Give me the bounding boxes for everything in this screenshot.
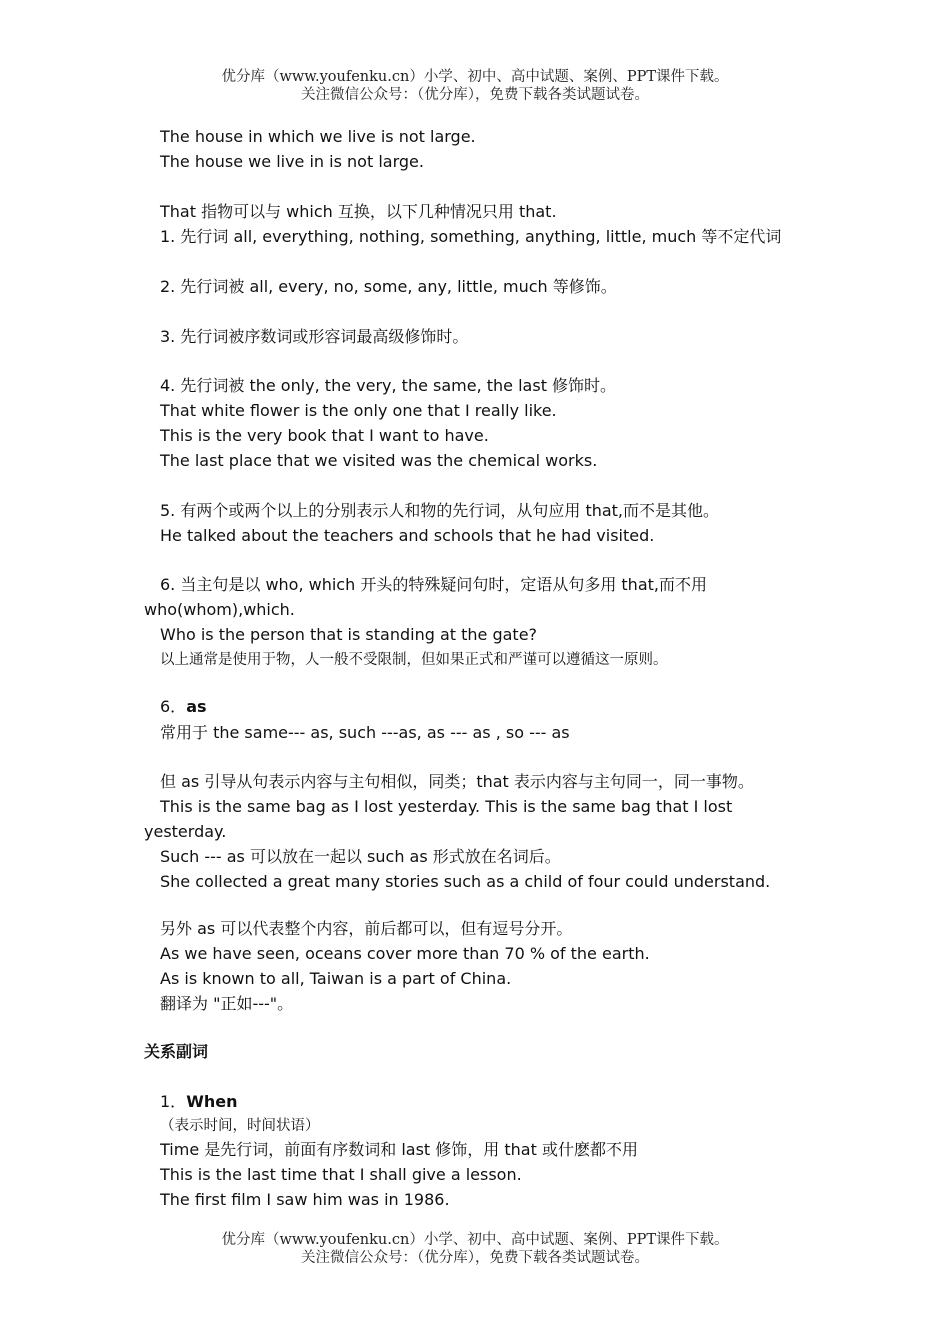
text-line: Such --- as 可以放在一起以 such as 形式放在名词后。 — [160, 847, 561, 866]
text-line: That white flower is the only one that I really like. — [160, 401, 557, 420]
text-line: That 指物可以与 which 互换，以下几种情况只用 that. — [160, 202, 557, 221]
section-title: as — [186, 697, 207, 716]
text-line: 4. 先行词被 the only, the very, the same, the last 修饰时。 — [160, 376, 617, 395]
text-line: The last place that we visited was the chemical works. — [160, 451, 598, 470]
text-line: 以上通常是使用于物，人一般不受限制，但如果正式和严谨可以遵循这一原则。 — [160, 652, 668, 668]
text-line: Time 是先行词，前面有序数词和 last 修饰，用 that 或什麽都不用 — [160, 1140, 638, 1159]
text-line: 3. 先行词被序数词或形容词最高级修饰时。 — [160, 327, 469, 346]
text-line: As we have seen, oceans cover more than 70 % of the earth. — [160, 944, 650, 963]
text-line: （表示时间，时间状语） — [160, 1118, 320, 1134]
text-line: 翻译为 "正如---"。 — [160, 994, 294, 1013]
text-line: 但 as 引导从句表示内容与主句相似，同类；that 表示内容与主句同一，同一事物。 — [160, 772, 754, 791]
section-number: 6． — [160, 697, 187, 716]
text-line: The house in which we live is not large. — [160, 127, 476, 146]
text-line: This is the very book that I want to have. — [160, 426, 489, 445]
text-line: He talked about the teachers and schools that he had visited. — [160, 526, 655, 545]
section-heading-as — [160, 697, 207, 717]
text-line: 1. 先行词 all, everything, nothing, something, anything, little, much 等不定代词 — [160, 227, 782, 246]
text-line: 5. 有两个或两个以上的分别表示人和物的先行词，从句应用 that,而不是其他。 — [160, 501, 720, 520]
section-heading-when — [160, 1092, 237, 1112]
text-line: 常用于 the same--- as, such ---as, as --- as , so --- as — [160, 723, 570, 742]
text-line: As is known to all, Taiwan is a part of China. — [160, 969, 512, 988]
text-line: 2. 先行词被 all, every, no, some, any, little, much 等修饰。 — [160, 277, 617, 296]
footer-line-2: 关注微信公众号：（优分库），免费下载各类试题试卷。 — [301, 1250, 649, 1266]
section-heading-relative-adverbs: 关系副词 — [144, 1042, 209, 1061]
page-header — [0, 68, 950, 104]
text-line: who(whom),which. — [144, 600, 295, 619]
text-line: Who is the person that is standing at the gate? — [160, 625, 538, 644]
section-number: 1． — [160, 1092, 187, 1111]
header-line-1: 优分库（www.youfenku.cn）小学、初中、高中试题、案例、PPT课件下载。 — [221, 69, 729, 85]
header-line-2: 关注微信公众号：（优分库），免费下载各类试题试卷。 — [301, 87, 649, 103]
text-line: The first film I saw him was in 1986. — [160, 1190, 450, 1209]
footer-line-1: 优分库（www.youfenku.cn）小学、初中、高中试题、案例、PPT课件下载。 — [221, 1232, 729, 1248]
text-line: yesterday. — [144, 822, 227, 841]
section-title: When — [186, 1092, 238, 1111]
text-line: This is the same bag as I lost yesterday. This is the same bag that I lost — [160, 797, 733, 816]
text-line: 另外 as 可以代表整个内容，前后都可以，但有逗号分开。 — [160, 919, 573, 938]
text-line: This is the last time that I shall give a lesson. — [160, 1165, 522, 1184]
page-footer — [0, 1231, 950, 1267]
text-line: 6. 当主句是以 who, which 开头的特殊疑问句时，定语从句多用 that,而不用 — [160, 575, 707, 594]
text-line: The house we live in is not large. — [160, 152, 424, 171]
text-line: She collected a great many stories such as a child of four could understand. — [160, 872, 771, 891]
